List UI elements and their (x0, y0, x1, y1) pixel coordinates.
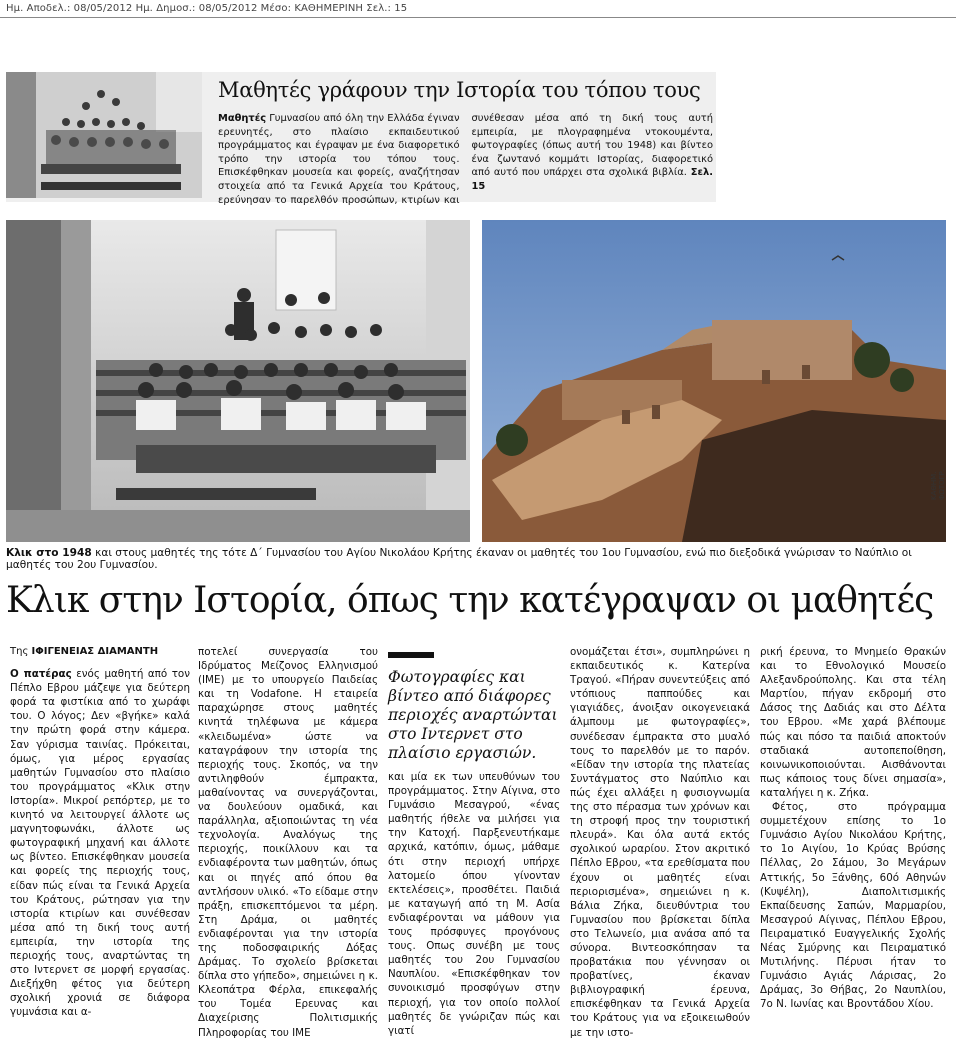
column-3-text: και μία εκ των υπευθύνων του προγράμματος. Στην Αίγινα, στο Γυμνάσιο Μεσαγρού, «ένας μαθητής ήθελε να μιλήσει για την Κατοχή. Παρξενευτήκαμε αρχικά, κατόπιν, όμως, μάθαμε ότι στην περιοχή υπήρχε λατομείο όπου γίνονταν εκτελέσεις», προσθέτει. Παιδιά με καταγωγή από τη Μ. Ασία ενδιαφέρονται να μάθουν για τους πρόσφυγες προγόνους τους. Οπως συνέβη με τους μαθητές του 2ου Γυμνασίου Ναυπλίου. «Επισκέφθηκαν τον συνοικισμό προσφύγων στην περιοχή, για τον οποίο πολλοί μαθητές δε γνώριζαν πώς και γιατί (388, 771, 560, 1037)
pull-quote-bar (388, 652, 434, 658)
article-column-1 (10, 645, 190, 1019)
column-4-text: ονομάζεται έτσι», συμπληρώνει η εκπαιδευτικός κ. Κατερίνα Τραγού. «Πήραν συνεντεύξεις από ντόπιους παππούδες και γιαγιάδες, άνοιξαν οικογενειακά άλμπουμ με φωτογραφίες», συνέδεσαν έμπρακτα στο μυαλό τους το παρελθόν με το παρόν. «Είδαν την ιστορία της πλατείας Συντάγματος στο Ναύπλιο και πώς έχει αλλάξει η φυσιογνωμία της στο πέρασμα των χρόνων και τη στροφή προς την τουριστική πλευρά». Και όλα αυτά εκτός σχολικού ωραρίου. Στον ακριτικό Πέπλο Εβρου, «τα ερεθίσματα που έχουν οι μαθητές είναι περιορισμένα», σημειώνει η κ. Βάλια Ζήκα, διευθύντρια του Γυμνασίου που βρίσκεται δίπλα στο Τελωνείο, μια ανάσα από τα σύνορα. Βιντεοσκόπησαν τα προβατάκια που γέννησαν οι προβατίνες, έκαναν βιβλιογραφική έρευνα, επισκέφθηκαν τα Γενικά Αρχεία του Κράτους για να εξοικειωθούν με την ιστο- (570, 646, 750, 1039)
clipping-meta-line: Ημ. Αποδελ.: 08/05/2012 Ημ. Δημοσ.: 08/05/2012 Μέσο: ΚΑΘΗΜΕΡΙΝΗ Σελ.: 15 (6, 3, 408, 14)
photo-1948-classroom (6, 220, 470, 542)
byline (10, 645, 190, 659)
teaser-page-ref: Σελ. 15 (471, 167, 713, 192)
article-column-4 (570, 645, 750, 1040)
column-1-lead: Ο πατέρας (10, 668, 72, 681)
column-2-text: ποτελεί συνεργασία του Ιδρύματος Μείζονος Ελληνισμού (ΙΜΕ) με το υπουργείο Παιδείας και τη Vodafone. Η εταιρεία παραχώρησε στους μαθητές κινητά τηλέφωνα με κάμερα «κλειδωμένα» ώστε να καταγράφουν την ιστορία της περιοχής τους. Σκοπός, να την αντιληφθούν έμπρακτα, μαθαίνοντας να συνεργάζονται, να δουλεύουν ομαδικά, και παράλληλα, αξιοποιώντας τη νέα τεχνολογία. Αναλόγως της περιοχής, ποικίλλουν και τα ενδιαφέροντα των μαθητών, όπως και οι πηγές από όπου θα αντλήσουν υλικό. «Το είδαμε στην πράξη, επισκεπτόμενοι τα μέρη. Στη Δράμα, οι μαθητές ενδιαφέρονται για την ιστορία της ποδοσφαιρικής Δόξας Δράμας. Το σχολείο βρίσκεται δίπλα στο γήπεδο», σημειώνει η κ. Κλεοπάτρα Φέρλα, επικεφαλής του Τομέα Ερευνας και Διαχείρισης Πολιτισμικής Πληροφορίας του ΙΜΕ (198, 646, 378, 1039)
column-5-text-a: ρική έρευνα, το Μνημείο Θρακών και το Εθνολογικό Μουσείο Αλεξανδρούπολης. Και στα τέλη Μαρτίου, πήγαν εκδρομή στο Δάσος της Δαδιάς και στο Δέλτα του Εβρου. «Με χαρά βλέπουμε πώς και πόσο τα παιδιά αποκτούν σταδιακά αυτοπεποίθηση, κοινωνικοποιούνται. Αισθάνονται πως κάποιος τους δίνει σημασία», καταλήγει η κ. Ζήκα. (760, 646, 946, 799)
byline-prefix: Της (10, 646, 32, 657)
teaser-text: Γυμνασίου από όλη την Ελλάδα έγιναν ερευνητές, στο πλαίσιο εκπαιδευτικού προγράμματος και έγραψαν με ένα διαφορετικό τρόπο την ιστορία του τόπου τους. Επισκέφθηκαν μουσεία και φορείς, αναζήτησαν στοιχεία από τα Γενικά Αρχεία του Κράτους, ερεύνησαν το παρελθόν προσώπων, κτιρίων και συνέθεσαν μέσα από τη δική τους αυτή εμπειρία, με πλογραφημένα ντοκουμέντα, φωτογραφίες (όπως αυτή του 1948) και βίντεο ένα ζωντανό κομμάτι Ιστορίας, διαφορετικό από αυτό που υπάρχει στα σχολικά βιβλία. (218, 113, 713, 206)
photo-caption (6, 547, 951, 571)
article-column-2 (198, 645, 378, 1040)
header-divider (0, 17, 956, 18)
caption-text: και στους μαθητές της τότε Δ΄ Γυμνασίου του Αγίου Νικολάου Κρήτης έκαναν οι μαθητές του 1ου Γυμνασίου, ενώ πιο διεξοδικά γνώρισαν το Ναύπλιο οι μαθητές του 2ου Γυμνασίου. (6, 547, 912, 571)
teaser-body (218, 112, 713, 207)
photo-nafplio-fortress (482, 220, 946, 542)
caption-lead: Κλικ στο 1948 (6, 547, 92, 559)
column-1-text (10, 667, 190, 1019)
teaser-photo (6, 72, 202, 198)
article-column-5 (760, 645, 946, 1011)
column-5-text-b: Φέτος, στο πρόγραμμα συμμετέχουν επίσης το 1ο Γυμνάσιο Αγίου Νικολάου Κρήτης, το 1ο Αιγίου, 1ο Κρύας Βρύσης Πέλλας, 2ο Σάμου, 3ο Μεγάρων Αττικής, 5ο Ξάνθης, 60ό Αθηνών (Κυψέλη), Διαπολιτισμικής Εκπαίδευσης Σαπών, Μαρμαρίου, Μεσαγρού Αίγινας, Πέπλου Εβρου, Πειραματικό Ευαγγελικής Σχολής Νέας Σμύρνης και Πειραματικό Μυτιλήνης. Πέρυσι ήταν το Γυμνάσιο Αγιάς Λάρισας, 2ο Δράμας, 3ο Θήβας, 2ο Ναυπλίου, 7ο Ν. Ιωνίας και Βροντάδου Χίου. (760, 801, 946, 1011)
column-1-body: ενός μαθητή από τον Πέπλο Εβρου μάζεψε για δεύτερη φορά τα φιστίκια από το χωράφι του. Ο λόγος; Δεν «βγήκε» καλά την πρώτη φορά στην κάμερα. Σαν γύρισμα ταινίας. Πρόκειται, όμως, για μέρος εργασίας μαθητών Γυμνασίου στο πλαίσιο του προγράμματος «Κλικ στην Ιστορία». Μικροί ρεπόρτερ, με το κινητό να λειτουργεί άλλοτε ως μαγνητοφωνάκι, άλλοτε ως φωτογραφική μηχανή και άλλοτε ως βίντεο. Επισκέφθηκαν μουσεία και φορείς της περιοχής τους, είδαν πώς είναι τα Γενικά Αρχεία του Κράτους, ρώτησαν για την ιστορία κτιρίων και συνέθεσαν μέσα από τη δική τους αυτή εμπειρία, την ιστορία της περιοχής τους, αναρτώντας τη στο Ιντερνετ σε μορφή εργασίας. Διεξήχθη φέτος για δεύτερη σχολική χρονιά σε διάφορα γυμνάσια και α- (10, 668, 190, 1019)
teaser-lead: Μαθητές (218, 113, 267, 124)
pull-quote-text: Φωτογραφίες και βίντεο από διάφορες περιοχές αναρτώνται στο Ιντερνετ στο πλαίσιο εργασιών. (388, 668, 558, 762)
teaser-title: Μαθητές γράφουν την Ιστορία του τόπου τους (218, 78, 701, 102)
article-column-3 (388, 770, 560, 1038)
article-headline: Κλικ στην Ιστορία, όπως την κατέγραψαν οι μαθητές (6, 580, 934, 621)
photo-credit: ΚΑΘΗΜ. ΦΩΤΟΓΡ. (930, 469, 946, 500)
byline-name: ΙΦΙΓΕΝΕΙΑΣ ΔΙΑΜΑΝΤΗ (31, 646, 159, 657)
pull-quote (388, 652, 560, 763)
